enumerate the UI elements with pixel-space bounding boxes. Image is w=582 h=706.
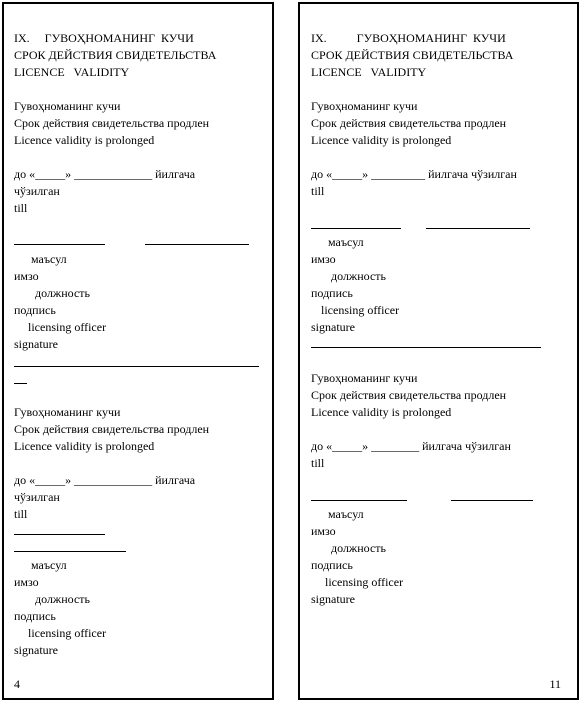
validity-uz: Гувоҳноманинг кучи	[311, 371, 418, 385]
till-label: till	[311, 456, 325, 470]
validity-en: Licence validity is prolonged	[311, 405, 452, 419]
signature-line	[145, 244, 249, 245]
sign-uz2: имзо	[311, 252, 336, 266]
validity-ru: Срок действия свидетельства продлен	[311, 116, 507, 130]
heading-en: LICENCE VALIDITY	[14, 65, 130, 79]
divider-line-tail	[14, 383, 27, 384]
divider-line	[14, 366, 259, 367]
sign-uz: маъсул	[328, 235, 364, 249]
sign-ru: должность	[35, 592, 90, 606]
sign-ru: должность	[331, 541, 386, 555]
signature-line	[14, 551, 126, 552]
sign-en: licensing officer	[321, 303, 400, 317]
sign-ru2: подпись	[14, 303, 56, 317]
until-date-line: до «_____» ________ йилгача чўзилган	[311, 439, 511, 453]
heading-uz: IX. ГУВОҲНОМАНИНГ КУЧИ	[311, 31, 506, 45]
sign-ru: должность	[35, 286, 90, 300]
till-label: till	[14, 201, 28, 215]
page-number: 4	[14, 677, 20, 691]
signature-line	[451, 500, 533, 501]
sign-uz: маъсул	[31, 252, 67, 266]
validity-ru: Срок действия свидетельства продлен	[311, 388, 507, 402]
heading-ru: СРОК ДЕЙСТВИЯ СВИДЕТЕЛЬСТВА	[311, 48, 514, 62]
sign-en2: signature	[14, 337, 58, 351]
signature-line	[426, 228, 530, 229]
sign-uz2: имзо	[14, 575, 39, 589]
sign-en: licensing officer	[325, 575, 404, 589]
validity-en: Licence validity is prolonged	[14, 133, 155, 147]
sign-ru2: подпись	[14, 609, 56, 623]
sign-uz2: имзо	[311, 524, 336, 538]
sign-uz2: имзо	[14, 269, 39, 283]
validity-uz: Гувоҳноманинг кучи	[14, 405, 121, 419]
right-page	[298, 2, 579, 700]
sign-en2: signature	[311, 592, 355, 606]
validity-uz: Гувоҳноманинг кучи	[14, 99, 121, 113]
position-line	[311, 228, 401, 229]
position-line	[14, 244, 105, 245]
sign-ru: должность	[331, 269, 386, 283]
position-line	[14, 534, 105, 535]
heading-ru: СРОК ДЕЙСТВИЯ СВИДЕТЕЛЬСТВА	[14, 48, 217, 62]
heading-en: LICENCE VALIDITY	[311, 65, 427, 79]
sign-en2: signature	[14, 643, 58, 657]
left-page	[2, 2, 274, 700]
divider-line	[311, 347, 541, 348]
validity-uz: Гувоҳноманинг кучи	[311, 99, 418, 113]
sign-ru2: подпись	[311, 286, 353, 300]
till-label: till	[14, 507, 28, 521]
position-line	[311, 500, 407, 501]
until-date-line: до «_____» _____________ йилгача	[14, 473, 196, 487]
sign-ru2: подпись	[311, 558, 353, 572]
extended-uz: чўзилган	[14, 184, 60, 198]
page-number: 11	[549, 677, 561, 691]
till-label: till	[311, 184, 325, 198]
validity-ru: Срок действия свидетельства продлен	[14, 422, 210, 436]
validity-en: Licence validity is prolonged	[14, 439, 155, 453]
until-date-line: до «_____» _____________ йилгача	[14, 167, 196, 181]
sign-en: licensing officer	[28, 626, 107, 640]
validity-ru: Срок действия свидетельства продлен	[14, 116, 210, 130]
until-date-line: до «_____» _________ йилгача чўзилган	[311, 167, 517, 181]
extended-uz: чўзилган	[14, 490, 60, 504]
sign-uz: маъсул	[31, 558, 67, 572]
sign-en2: signature	[311, 320, 355, 334]
validity-en: Licence validity is prolonged	[311, 133, 452, 147]
sign-uz: маъсул	[328, 507, 364, 521]
heading-uz: IX. ГУВОҲНОМАНИНГ КУЧИ	[14, 31, 194, 45]
sign-en: licensing officer	[28, 320, 107, 334]
